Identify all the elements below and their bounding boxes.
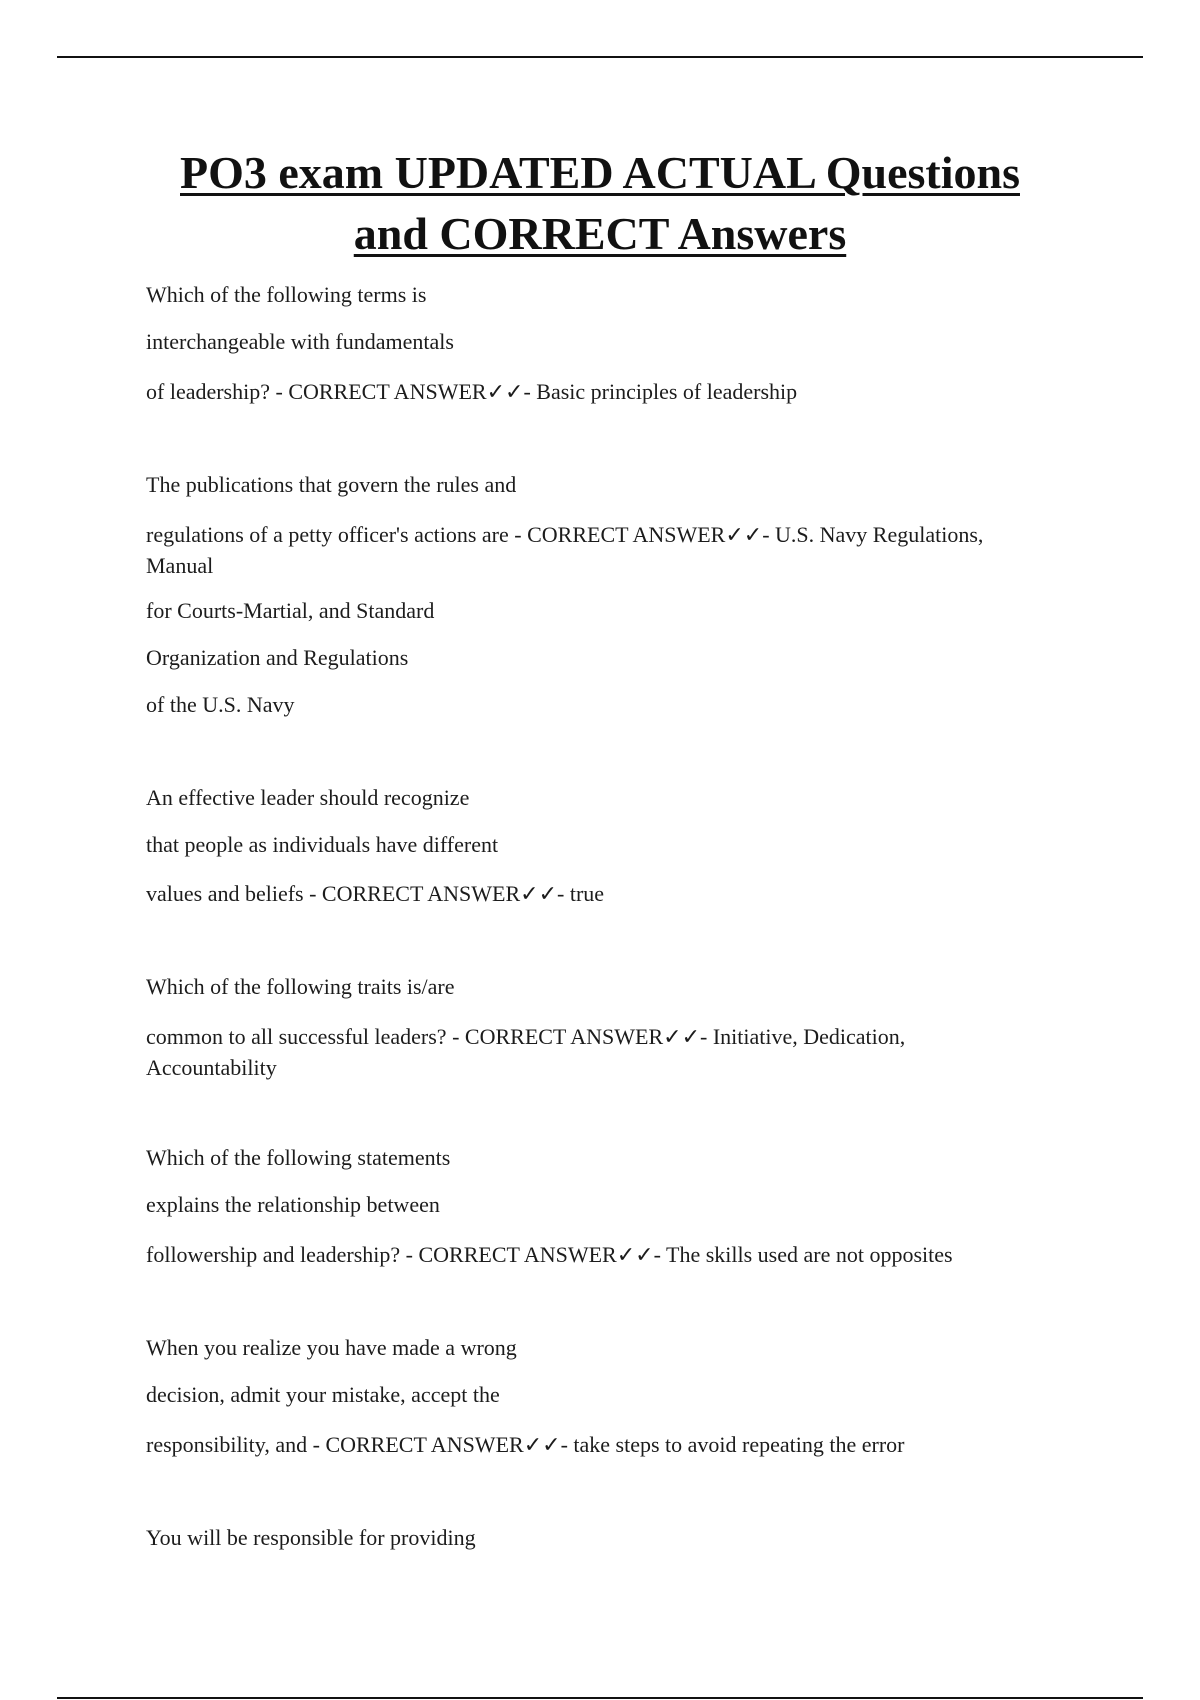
question-answer-line (146, 879, 1066, 910)
question-answer-line (146, 1022, 1006, 1083)
question-line: that people as individuals have different (146, 832, 499, 857)
question-text: common to all successful leaders? (146, 1024, 453, 1049)
answer-text: - The skills used are not opposites (653, 1242, 953, 1267)
answer-text: - take steps to avoid repeating the error (560, 1432, 905, 1457)
double-check-icon: ✓✓ (520, 882, 558, 907)
correct-answer-label: - CORRECT ANSWER (514, 522, 726, 547)
double-check-icon: ✓✓ (725, 523, 763, 548)
question-text: regulations of a petty officer's actions are (146, 522, 515, 547)
question-line: When you realize you have made a wrong (146, 1335, 517, 1360)
question-line: The publications that govern the rules and (146, 472, 517, 497)
question-line: decision, admit your mistake, accept the (146, 1382, 500, 1407)
header-rule (57, 56, 1143, 58)
question-answer-line (146, 520, 1006, 581)
double-check-icon: ✓✓ (523, 1433, 561, 1458)
question-text: values and beliefs (146, 881, 310, 906)
question-line: interchangeable with fundamentals (146, 329, 454, 354)
double-check-icon: ✓✓ (486, 380, 524, 405)
title-line-2: and CORRECT Answers (353, 208, 847, 259)
question-line: explains the relationship between (146, 1192, 440, 1217)
double-check-icon: ✓✓ (663, 1025, 701, 1050)
double-check-icon: ✓✓ (616, 1243, 654, 1268)
question-text: responsibility, and (146, 1432, 313, 1457)
question-text: of leadership? (146, 379, 276, 404)
answer-text: - U.S. Navy Regulations, Manual (146, 522, 984, 578)
question-line: You will be responsible for providing (146, 1525, 476, 1550)
document-title (100, 142, 1100, 264)
question-line: Which of the following traits is/are (146, 974, 455, 999)
correct-answer-label: - CORRECT ANSWER (312, 1432, 524, 1457)
question-text: followership and leadership? (146, 1242, 406, 1267)
answer-text: - Basic principles of leadership (523, 379, 798, 404)
question-line: Which of the following terms is (146, 282, 427, 307)
answer-text: - true (557, 881, 605, 906)
title-line-1: PO3 exam UPDATED ACTUAL Questions (180, 147, 1020, 198)
question-answer-line (146, 377, 1066, 408)
answer-line: Organization and Regulations (146, 645, 409, 670)
footer-rule (57, 1697, 1143, 1699)
correct-answer-label: - CORRECT ANSWER (309, 881, 521, 906)
answer-line: of the U.S. Navy (146, 692, 295, 717)
correct-answer-label: - CORRECT ANSWER (275, 379, 487, 404)
answer-line: for Courts-Martial, and Standard (146, 598, 435, 623)
question-line: An effective leader should recognize (146, 785, 470, 810)
answer-text: - Initiative, Dedication, Accountability (146, 1024, 906, 1080)
question-answer-line (146, 1240, 1066, 1271)
question-answer-line (146, 1430, 1066, 1461)
correct-answer-label: - CORRECT ANSWER (452, 1024, 664, 1049)
correct-answer-label: - CORRECT ANSWER (405, 1242, 617, 1267)
question-line: Which of the following statements (146, 1145, 451, 1170)
